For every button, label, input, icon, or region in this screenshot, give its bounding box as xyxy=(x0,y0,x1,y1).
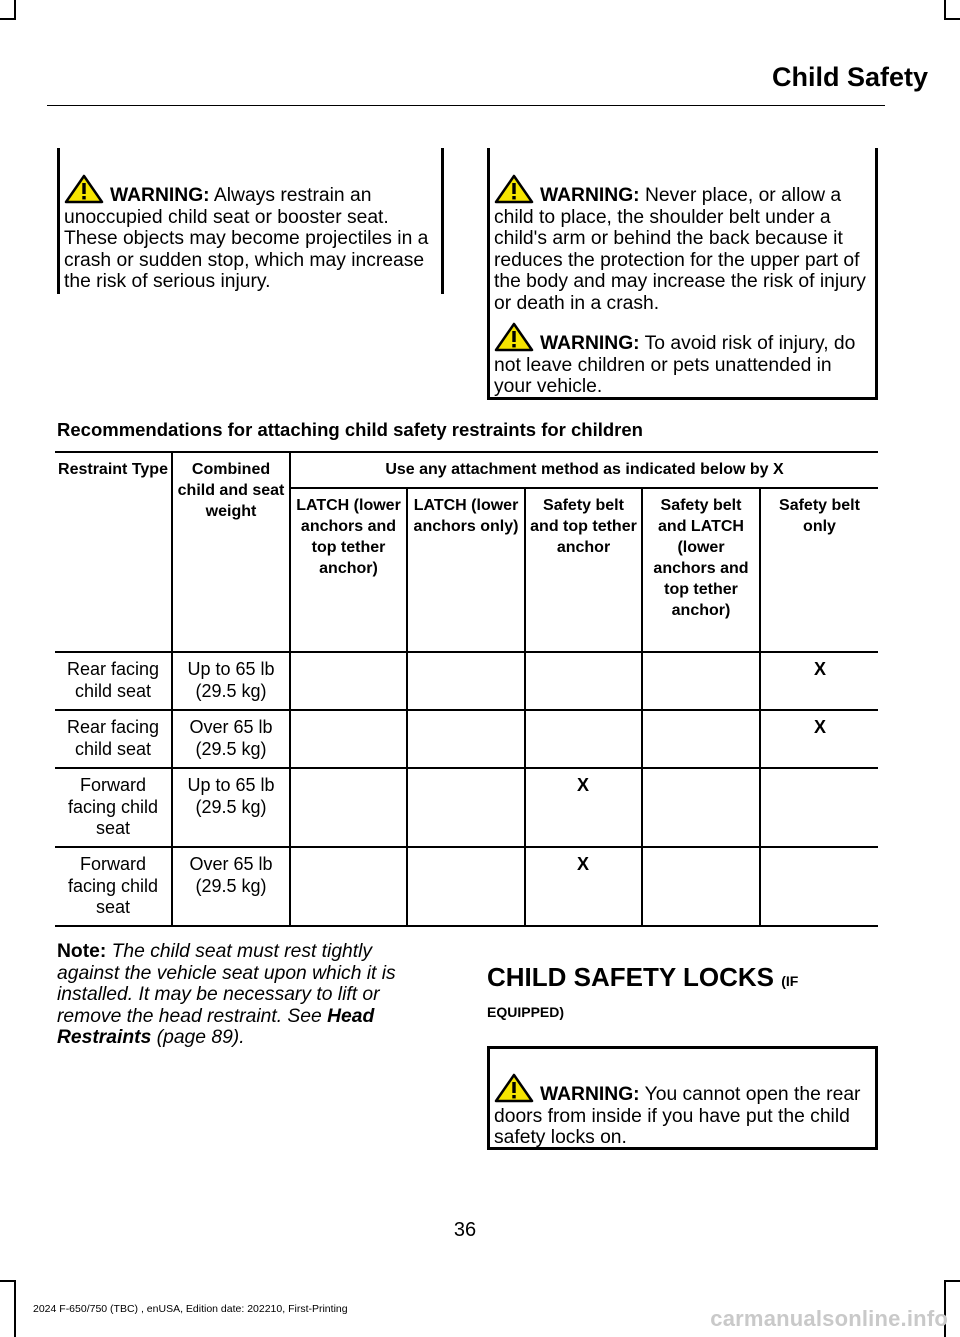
header-method: Safety belt only xyxy=(760,488,878,652)
title-rule xyxy=(47,105,885,106)
table-row xyxy=(55,847,878,926)
header-method: LATCH (lower anchors and top tether anchor) xyxy=(290,488,407,652)
cell-mark xyxy=(642,710,760,768)
crop-mark xyxy=(14,1280,16,1337)
watermark: carmanualsonline.info xyxy=(710,1306,948,1331)
cell-mark: X xyxy=(760,710,878,768)
recommendations-table xyxy=(55,451,878,927)
header-method: Safety belt and LATCH (lower anchors and top tether anchor) xyxy=(642,488,760,652)
cell-mark: X xyxy=(760,652,878,710)
cell-mark xyxy=(760,768,878,847)
crop-mark xyxy=(0,1280,16,1282)
warning-triangle-icon xyxy=(494,322,534,352)
crop-mark xyxy=(0,18,16,20)
header-restraint-type: Restraint Type xyxy=(55,452,172,652)
cell-mark xyxy=(642,652,760,710)
warning-text xyxy=(494,1073,872,1149)
warning-text xyxy=(64,174,434,293)
cell-mark: X xyxy=(525,768,642,847)
warning-body: To avoid risk of injury, do not leave children or pets unattended in your vehicle. xyxy=(494,333,856,397)
page-reference: (page 89). xyxy=(156,1027,245,1048)
cell-mark xyxy=(407,768,525,847)
note-label: Note: xyxy=(57,941,107,962)
cell-mark: X xyxy=(525,847,642,926)
warning-triangle-icon xyxy=(494,1073,534,1103)
warning-box xyxy=(487,148,878,400)
crop-mark xyxy=(944,0,946,20)
cell-mark xyxy=(290,652,407,710)
cell-weight: Up to 65 lb (29.5 kg) xyxy=(172,768,290,847)
warning-label: WARNING: xyxy=(540,185,640,206)
page-title: Child Safety xyxy=(771,62,928,92)
warning-triangle-icon xyxy=(64,174,104,204)
footer-edition: 2024 F-650/750 (TBC) , enUSA, Edition date: 202210, First-Printing xyxy=(33,1303,348,1315)
note-text: The child seat must rest tightly against the vehicle seat upon which it is installed. It may be necessary to lift or remove the head restraint. See xyxy=(57,941,396,1027)
warning-box xyxy=(57,148,444,294)
warning-text xyxy=(494,174,874,314)
cell-mark xyxy=(760,847,878,926)
cell-mark xyxy=(407,652,525,710)
cell-mark xyxy=(525,710,642,768)
warning-body: Never place, or allow a child to place, the shoulder belt under a child's arm or behind the back because it reduces the protection for the upper part of the body and may increase the risk of injury or death in a crash. xyxy=(494,185,866,314)
warning-label: WARNING: xyxy=(540,1084,640,1105)
warning-text xyxy=(494,322,874,398)
header-method: LATCH (lower anchors only) xyxy=(407,488,525,652)
table-row xyxy=(55,768,878,847)
header-combined-weight: Combined child and seat weight xyxy=(172,452,290,652)
head-restraints-link[interactable]: Head Restraints xyxy=(57,1005,375,1048)
cell-mark xyxy=(525,652,642,710)
warning-label: WARNING: xyxy=(110,185,210,206)
section-heading-child-safety-locks xyxy=(487,962,798,993)
header-attachment-methods: Use any attachment method as indicated below by X xyxy=(290,452,878,488)
cell-restraint-type: Forward facing child seat xyxy=(55,768,172,847)
cell-mark xyxy=(407,710,525,768)
table-row xyxy=(55,710,878,768)
heading-qualifier: (IF xyxy=(781,973,799,989)
heading-qualifier-continued: EQUIPPED) xyxy=(487,1004,565,1020)
warning-box xyxy=(487,1046,878,1150)
cell-mark xyxy=(290,710,407,768)
warning-label: WARNING: xyxy=(540,333,640,354)
cell-restraint-type: Rear facing child seat xyxy=(55,652,172,710)
cell-mark xyxy=(642,847,760,926)
crop-mark xyxy=(14,0,16,20)
warning-body: You cannot open the rear doors from inside if you have put the child safety locks on. xyxy=(494,1084,861,1148)
cell-restraint-type: Rear facing child seat xyxy=(55,710,172,768)
cell-weight: Over 65 lb (29.5 kg) xyxy=(172,710,290,768)
warning-triangle-icon xyxy=(494,174,534,204)
warning-body: Always restrain an unoccupied child seat or booster seat. These objects may become projectiles in a crash or sudden stop, which may increase the risk of serious injury. xyxy=(64,185,429,292)
cell-mark xyxy=(642,768,760,847)
page-number: 36 xyxy=(453,1219,477,1241)
cell-mark xyxy=(290,768,407,847)
header-method: Safety belt and top tether anchor xyxy=(525,488,642,652)
cell-mark xyxy=(407,847,525,926)
heading-text: CHILD SAFETY LOCKS xyxy=(487,962,774,992)
crop-mark xyxy=(944,18,960,20)
note xyxy=(57,941,437,1049)
cell-mark xyxy=(290,847,407,926)
cell-restraint-type: Forward facing child seat xyxy=(55,847,172,926)
cell-weight: Over 65 lb (29.5 kg) xyxy=(172,847,290,926)
crop-mark xyxy=(944,1280,960,1282)
cell-weight: Up to 65 lb (29.5 kg) xyxy=(172,652,290,710)
table-heading: Recommendations for attaching child safety restraints for children xyxy=(57,419,643,440)
table-row xyxy=(55,652,878,710)
